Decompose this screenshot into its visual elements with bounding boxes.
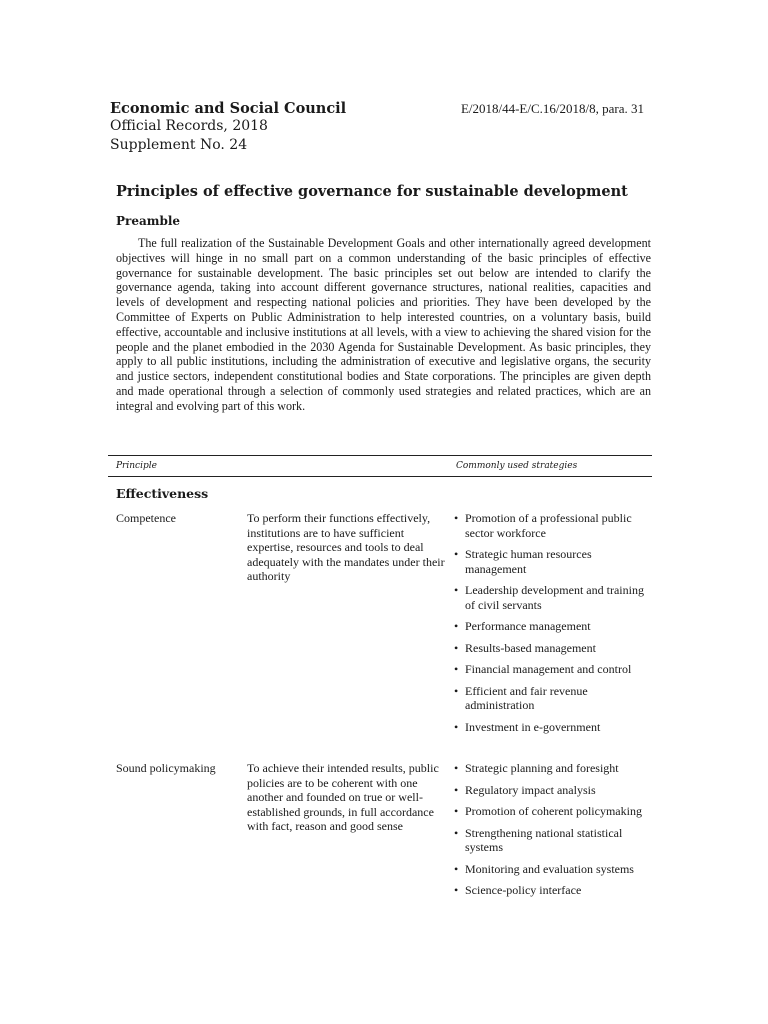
strategy-text: Efficient and fair revenue administration [465, 683, 588, 712]
strategy-text: Regulatory impact analysis [465, 782, 596, 797]
strategy-list [454, 511, 654, 741]
bullet-icon: • [454, 883, 459, 897]
list-item [454, 883, 654, 898]
list-item [454, 826, 654, 855]
principle-description: To achieve their intended results, public policies are to be coherent with one another and founded on true or well-established grounds, in full accordance with fact, reason and good sense [247, 761, 439, 833]
list-item [454, 547, 654, 576]
strategy-text: Strengthening national statistical systems [465, 825, 623, 854]
document-header [110, 100, 670, 155]
list-item [454, 720, 654, 735]
table-row [116, 511, 656, 756]
strategy-list [454, 761, 654, 905]
column-header-principle: Principle [116, 461, 157, 471]
table-row [116, 761, 656, 941]
strategy-text: Promotion of coherent policymaking [465, 804, 642, 818]
list-item [454, 641, 654, 656]
strategy-text: Performance management [465, 619, 591, 633]
bullet-icon: • [454, 662, 459, 676]
strategy-text: Promotion of a professional public sector workforce [465, 511, 632, 540]
supplement-number: Supplement No. 24 [110, 137, 248, 153]
bullet-icon: • [454, 683, 459, 698]
strategy-text: Financial management and control [465, 662, 632, 676]
bullet-icon: • [454, 804, 459, 818]
bullet-icon: • [454, 640, 459, 655]
document-title: Principles of effective governance for sustainable development [116, 183, 628, 200]
bullet-icon: • [454, 782, 459, 797]
strategy-text: Science-policy interface [465, 883, 582, 897]
list-item [454, 662, 654, 677]
table-header-rule [108, 476, 652, 477]
list-item [454, 862, 654, 877]
strategy-text: Strategic planning and foresight [465, 761, 619, 775]
list-item [454, 684, 654, 713]
council-name: Economic and Social Council [110, 100, 347, 117]
list-item [454, 804, 654, 819]
section-heading-effectiveness: Effectiveness [116, 486, 209, 501]
bullet-icon: • [454, 583, 459, 597]
strategy-text: Investment in e-government [465, 719, 601, 734]
document-reference: E/2018/44-E/C.16/2018/8, para. 31 [460, 101, 644, 116]
strategy-text: Leadership development and training of civil servants [465, 583, 644, 612]
strategy-text: Monitoring and evaluation systems [465, 861, 634, 876]
bullet-icon: • [454, 511, 459, 525]
table-top-rule [108, 455, 652, 456]
list-item [454, 583, 654, 612]
preamble-text: The full realization of the Sustainable Development Goals and other internationally agreed development objectives will hinge in no small part on a common understanding of the basic principles of effective governance for sustainable development. The basic principles set out below are intended to clarify the governance agenda, taking into account different governance structures, national realities, capacities and levels of development and respecting national policies and priorities. They have been developed by the Committee of Experts on Public Administration to help interested countries, on a voluntary basis, build effective, accountable and inclusive institutions at all levels, with a view to achieving the shared vision for the people and the planet embodied in the 2030 Agenda for Sustainable Development. As basic principles, they apply to all public institutions, including the administration of executive and legislative organs, the security and justice sectors, independent constitutional bodies and State corporations. The principles are given depth and made operational through a selection of commonly used strategies and related practices, which are an integral and evolving part of this work. [116, 236, 651, 413]
list-item [454, 761, 654, 776]
official-records: Official Records, 2018 [110, 118, 268, 134]
list-item [454, 783, 654, 798]
principle-name: Sound policymaking [116, 761, 216, 775]
strategy-text: Results-based management [465, 640, 596, 655]
bullet-icon: • [454, 719, 459, 734]
bullet-icon: • [454, 619, 459, 633]
preamble-heading: Preamble [116, 214, 181, 228]
principle-name: Competence [116, 511, 176, 525]
list-item [454, 619, 654, 634]
list-item [454, 511, 654, 540]
strategy-text: Strategic human resources management [465, 547, 592, 576]
principle-description: To perform their functions effectively, institutions are to have sufficient expertise, resources and tools to deal adequately with the mandates under their authority [247, 511, 445, 583]
bullet-icon: • [454, 761, 459, 775]
bullet-icon: • [454, 861, 459, 876]
bullet-icon: • [454, 547, 459, 561]
bullet-icon: • [454, 825, 459, 840]
column-header-strategies: Commonly used strategies [456, 461, 578, 471]
